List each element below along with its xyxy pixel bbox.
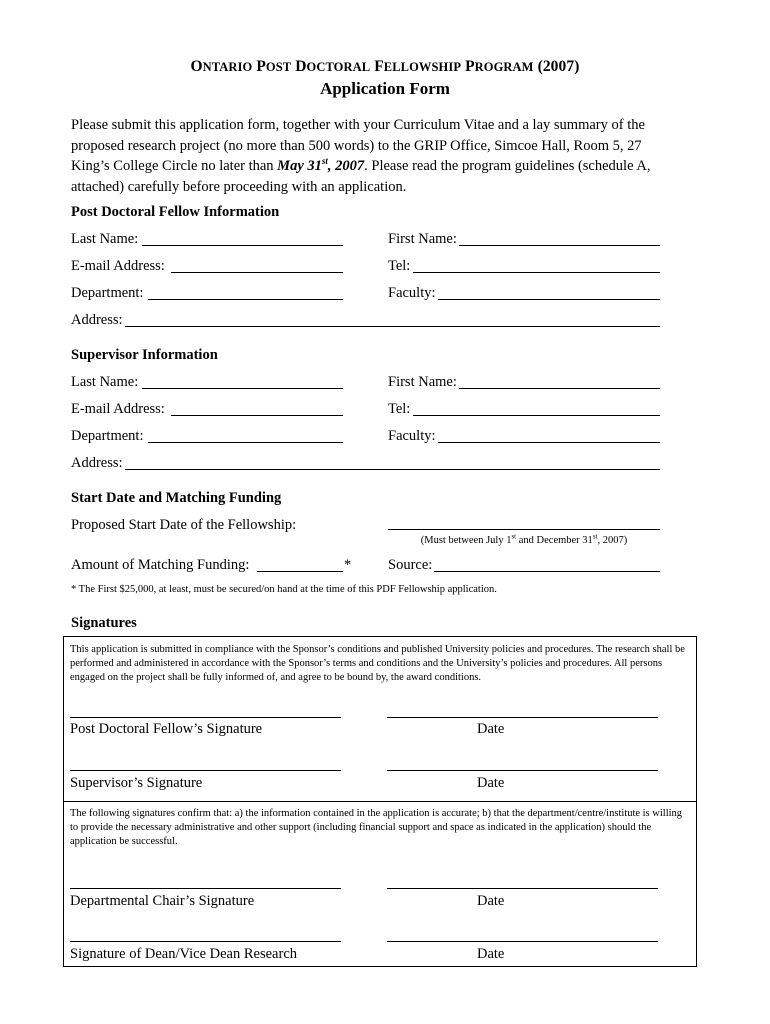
fellow-tel-field[interactable]: [413, 272, 660, 273]
signatures-box-divider: [64, 801, 696, 802]
source-label: Source:: [388, 557, 433, 573]
fellow-date-label: Date: [477, 721, 505, 737]
start-date-field[interactable]: [388, 529, 660, 530]
fellow-email-field[interactable]: [171, 272, 343, 273]
supervisor-address-label: Address:: [71, 455, 123, 471]
chair-date-label: Date: [477, 893, 505, 909]
fellow-first-name-label: First Name:: [388, 231, 457, 247]
dean-signature-field[interactable]: [70, 941, 341, 942]
fellow-faculty-field[interactable]: [438, 299, 660, 300]
supervisor-tel-field[interactable]: [413, 415, 660, 416]
signatures-section-heading: Signatures: [71, 615, 137, 631]
fellow-last-name-label: Last Name:: [71, 231, 139, 247]
supervisor-faculty-label: Faculty:: [388, 428, 436, 444]
fellow-signature-field[interactable]: [70, 717, 341, 718]
fellow-last-name-field[interactable]: [142, 245, 343, 246]
supervisor-date-field[interactable]: [387, 770, 658, 771]
supervisor-signature-field[interactable]: [70, 770, 341, 771]
supervisor-signature-label: Supervisor’s Signature: [70, 775, 203, 791]
chair-signature-label: Departmental Chair’s Signature: [70, 893, 255, 909]
funding-section-heading: Start Date and Matching Funding: [71, 490, 282, 506]
funding-footnote: * The First $25,000, at least, must be secured/on hand at the time of this PDF Fellowship application.: [71, 584, 497, 595]
supervisor-address-field[interactable]: [125, 469, 660, 470]
supervisor-first-name-field[interactable]: [459, 388, 660, 389]
supervisor-first-name-label: First Name:: [388, 374, 457, 390]
fellow-address-field[interactable]: [125, 326, 660, 327]
supervisor-department-field[interactable]: [148, 442, 343, 443]
supervisor-date-label: Date: [477, 775, 505, 791]
fellow-first-name-field[interactable]: [459, 245, 660, 246]
form-subtitle: Application Form: [320, 79, 450, 98]
supervisor-tel-label: Tel:: [388, 401, 411, 417]
fellow-email-label: E-mail Address:: [71, 258, 165, 274]
fellow-date-field[interactable]: [387, 717, 658, 718]
fellow-department-label: Department:: [71, 285, 144, 301]
supervisor-department-label: Department:: [71, 428, 144, 444]
supervisor-email-field[interactable]: [171, 415, 343, 416]
fellow-department-field[interactable]: [148, 299, 343, 300]
dean-date-field[interactable]: [387, 941, 658, 942]
dean-signature-label: Signature of Dean/Vice Dean Research: [70, 946, 298, 962]
source-field[interactable]: [434, 571, 660, 572]
fellow-signature-label: Post Doctoral Fellow’s Signature: [70, 721, 263, 737]
supervisor-section-heading: Supervisor Information: [71, 347, 218, 363]
dean-date-label: Date: [477, 946, 505, 962]
fellow-address-label: Address:: [71, 312, 123, 328]
confirmation-text: The following signatures confirm that: a) the information contained in the application is accurate; b) that the department/centre/institute is willing to provide the necessary administrative and other support (including financial support and space as indicated in the application) should the application be successful.: [70, 808, 683, 847]
matching-funding-asterisk: *: [344, 557, 352, 573]
intro-paragraph: Please submit this application form, together with your Curriculum Vitae and a lay summary of the proposed research project (no more than 500 words) to the GRIP Office, Simcoe Hall, Room 5, 27 King’s College Circle no later than May 31st, 2007. Please read the program guidelines (schedule A, attached) carefully before proceeding with an application.: [71, 117, 651, 195]
start-date-note: (Must between July 1st and December 31st, 2007): [420, 532, 628, 546]
form-title: ONTARIO POST DOCTORAL FELLOWSHIP PROGRAM (2007): [190, 58, 580, 75]
supervisor-email-label: E-mail Address:: [71, 401, 165, 417]
compliance-text: This application is submitted in compliance with the Sponsor’s conditions and published University policies and procedures. The research shall be performed and administered in accordance with the Sponsor’s terms and conditions and the University’s policies and procedures. All persons engaged on the project shall be fully informed of, and agree to be bound by, the award conditions.: [70, 644, 685, 683]
matching-funding-field[interactable]: [257, 571, 343, 572]
matching-funding-label: Amount of Matching Funding:: [71, 557, 250, 573]
fellow-tel-label: Tel:: [388, 258, 411, 274]
fellow-section-heading: Post Doctoral Fellow Information: [71, 204, 280, 220]
supervisor-faculty-field[interactable]: [438, 442, 660, 443]
fellow-faculty-label: Faculty:: [388, 285, 436, 301]
start-date-label: Proposed Start Date of the Fellowship:: [71, 517, 297, 533]
chair-date-field[interactable]: [387, 888, 658, 889]
supervisor-last-name-field[interactable]: [142, 388, 343, 389]
chair-signature-field[interactable]: [70, 888, 341, 889]
supervisor-last-name-label: Last Name:: [71, 374, 139, 390]
